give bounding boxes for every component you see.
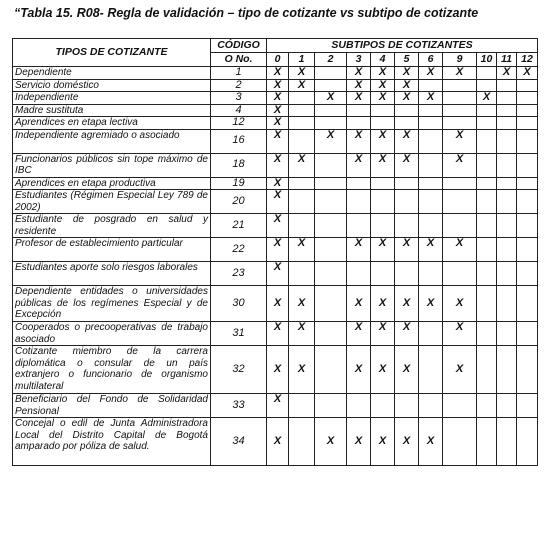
mark-cell: X (315, 418, 347, 466)
mark-cell (477, 117, 497, 130)
mark-cell (289, 214, 315, 238)
validation-table (12, 38, 538, 466)
mark-cell: X (443, 238, 477, 262)
mark-cell: X (443, 129, 477, 153)
mark-cell: X (443, 153, 477, 177)
mark-cell (419, 129, 443, 153)
mark-cell: X (347, 153, 371, 177)
tipo-cell: Estudiante de posgrado en salud y residente (13, 214, 211, 238)
table-row (13, 214, 538, 238)
subtipo-header-0: 0 (267, 53, 289, 67)
table-row (13, 346, 538, 394)
mark-cell (477, 286, 497, 322)
mark-cell (517, 346, 538, 394)
codigo-cell: 2 (211, 79, 267, 92)
mark-cell: X (267, 418, 289, 466)
mark-cell (443, 117, 477, 130)
mark-cell (315, 286, 347, 322)
mark-cell (315, 190, 347, 214)
mark-cell: X (371, 238, 395, 262)
mark-cell (477, 346, 497, 394)
mark-cell (419, 346, 443, 394)
mark-cell (517, 262, 538, 286)
mark-cell (419, 104, 443, 117)
codigo-cell: 30 (211, 286, 267, 322)
table-row (13, 262, 538, 286)
mark-cell (315, 262, 347, 286)
mark-cell: X (267, 104, 289, 117)
mark-cell (497, 214, 517, 238)
header-codigo: CÓDIGO (211, 39, 267, 53)
mark-cell (315, 238, 347, 262)
mark-cell (517, 190, 538, 214)
mark-cell: X (267, 238, 289, 262)
mark-cell (497, 79, 517, 92)
mark-cell: X (347, 418, 371, 466)
mark-cell (315, 214, 347, 238)
mark-cell: X (395, 322, 419, 346)
mark-cell (419, 190, 443, 214)
mark-cell (477, 418, 497, 466)
mark-cell (477, 79, 497, 92)
tipo-cell: Servicio doméstico (13, 79, 211, 92)
mark-cell (517, 104, 538, 117)
mark-cell: X (267, 262, 289, 286)
mark-cell (517, 177, 538, 190)
mark-cell: X (395, 238, 419, 262)
mark-cell (477, 177, 497, 190)
mark-cell (371, 117, 395, 130)
tipo-cell: Concejal o edil de Junta Administradora Local del Distrito Capital de Bogotá amparado por póliza de salud. (13, 418, 211, 466)
mark-cell: X (371, 418, 395, 466)
mark-cell: X (395, 286, 419, 322)
mark-cell (477, 67, 497, 80)
subtipo-header-6: 6 (419, 53, 443, 67)
mark-cell: X (371, 67, 395, 80)
codigo-cell: 21 (211, 214, 267, 238)
mark-cell: X (315, 129, 347, 153)
mark-cell (347, 262, 371, 286)
mark-cell: X (289, 79, 315, 92)
mark-cell: X (267, 177, 289, 190)
mark-cell (347, 190, 371, 214)
subtipo-header-10: 10 (477, 53, 497, 67)
mark-cell: X (371, 79, 395, 92)
mark-cell (315, 346, 347, 394)
mark-cell: X (267, 394, 289, 418)
mark-cell (419, 117, 443, 130)
mark-cell (315, 177, 347, 190)
mark-cell (497, 129, 517, 153)
mark-cell (395, 262, 419, 286)
tipo-cell: Aprendices en etapa productiva (13, 177, 211, 190)
mark-cell: X (371, 129, 395, 153)
mark-cell (443, 418, 477, 466)
codigo-cell: 1 (211, 67, 267, 80)
mark-cell (289, 92, 315, 105)
mark-cell (517, 394, 538, 418)
mark-cell (443, 104, 477, 117)
mark-cell (347, 104, 371, 117)
mark-cell (371, 394, 395, 418)
tipo-cell: Dependiente entidades o universidades públicas de los regímenes Especial y de Excepción (13, 286, 211, 322)
mark-cell: X (395, 92, 419, 105)
mark-cell: X (267, 153, 289, 177)
mark-cell (419, 214, 443, 238)
table-row (13, 117, 538, 130)
tipo-cell: Dependiente (13, 67, 211, 80)
tipo-cell: Madre sustituta (13, 104, 211, 117)
mark-cell (517, 79, 538, 92)
tipo-cell: Estudiantes (Régimen Especial Ley 789 de 2002) (13, 190, 211, 214)
table-row (13, 153, 538, 177)
mark-cell: X (443, 346, 477, 394)
mark-cell: X (267, 92, 289, 105)
mark-cell: X (371, 153, 395, 177)
mark-cell (289, 104, 315, 117)
mark-cell (517, 214, 538, 238)
subtipo-header-12: 12 (517, 53, 538, 67)
subtipo-header-5: 5 (395, 53, 419, 67)
mark-cell (395, 117, 419, 130)
mark-cell (289, 418, 315, 466)
mark-cell (443, 92, 477, 105)
mark-cell: X (347, 79, 371, 92)
mark-cell: X (371, 322, 395, 346)
mark-cell (477, 190, 497, 214)
mark-cell (289, 117, 315, 130)
mark-cell: X (347, 92, 371, 105)
table-row (13, 394, 538, 418)
tipo-cell: Cotizante miembro de la carrera diplomática o consular de un país extranjero o funcionario de organismo multilateral (13, 346, 211, 394)
codigo-cell: 18 (211, 153, 267, 177)
mark-cell: X (419, 418, 443, 466)
mark-cell: X (443, 322, 477, 346)
mark-cell (395, 177, 419, 190)
mark-cell: X (443, 67, 477, 80)
mark-cell (419, 153, 443, 177)
mark-cell: X (395, 67, 419, 80)
codigo-cell: 19 (211, 177, 267, 190)
mark-cell: X (419, 67, 443, 80)
subtipo-header-4: 4 (371, 53, 395, 67)
mark-cell (477, 104, 497, 117)
mark-cell: X (347, 129, 371, 153)
codigo-cell: 32 (211, 346, 267, 394)
mark-cell (347, 214, 371, 238)
mark-cell (517, 418, 538, 466)
mark-cell (371, 104, 395, 117)
mark-cell: X (267, 67, 289, 80)
header-subtipos: SUBTIPOS DE COTIZANTES (267, 39, 538, 53)
mark-cell (371, 214, 395, 238)
mark-cell (443, 394, 477, 418)
mark-cell (419, 262, 443, 286)
subtipo-header-3: 3 (347, 53, 371, 67)
mark-cell (419, 177, 443, 190)
mark-cell: X (267, 79, 289, 92)
codigo-cell: 31 (211, 322, 267, 346)
table-title: “Tabla 15. R08- Regla de validación – tipo de cotizante vs subtipo de cotizante (14, 6, 479, 20)
tipo-cell: Aprendices en etapa lectiva (13, 117, 211, 130)
mark-cell: X (289, 346, 315, 394)
mark-cell: X (347, 322, 371, 346)
codigo-cell: 20 (211, 190, 267, 214)
mark-cell (497, 190, 517, 214)
codigo-cell: 4 (211, 104, 267, 117)
mark-cell (443, 177, 477, 190)
mark-cell (289, 129, 315, 153)
mark-cell (477, 238, 497, 262)
codigo-cell: 22 (211, 238, 267, 262)
mark-cell (395, 394, 419, 418)
mark-cell: X (347, 67, 371, 80)
tipo-cell: Estudiantes aporte solo riesgos laborales (13, 262, 211, 286)
mark-cell: X (347, 238, 371, 262)
mark-cell: X (267, 286, 289, 322)
mark-cell (443, 190, 477, 214)
mark-cell (517, 117, 538, 130)
mark-cell (497, 286, 517, 322)
mark-cell: X (267, 129, 289, 153)
mark-cell (315, 104, 347, 117)
mark-cell (477, 153, 497, 177)
mark-cell (443, 214, 477, 238)
tipo-cell: Profesor de establecimiento particular (13, 238, 211, 262)
mark-cell: X (395, 79, 419, 92)
mark-cell: X (395, 153, 419, 177)
subtipo-header-1: 1 (289, 53, 315, 67)
table-row (13, 129, 538, 153)
table-row (13, 322, 538, 346)
mark-cell (497, 394, 517, 418)
mark-cell: X (419, 286, 443, 322)
mark-cell: X (419, 238, 443, 262)
mark-cell: X (395, 346, 419, 394)
mark-cell: X (289, 238, 315, 262)
mark-cell (315, 79, 347, 92)
mark-cell: X (371, 286, 395, 322)
mark-cell: X (267, 117, 289, 130)
subtipo-header-2: 2 (315, 53, 347, 67)
mark-cell (315, 394, 347, 418)
table-row (13, 177, 538, 190)
header-codigo-no: O No. (211, 53, 267, 67)
table-row (13, 92, 538, 105)
mark-cell (371, 177, 395, 190)
mark-cell (371, 262, 395, 286)
mark-cell (289, 394, 315, 418)
mark-cell (497, 92, 517, 105)
mark-cell (517, 153, 538, 177)
mark-cell (395, 104, 419, 117)
subtipo-header-9: 9 (443, 53, 477, 67)
codigo-cell: 33 (211, 394, 267, 418)
mark-cell (315, 322, 347, 346)
mark-cell (443, 79, 477, 92)
mark-cell (477, 322, 497, 346)
table-row (13, 238, 538, 262)
tipo-cell: Funcionarios públicos sin tope máximo de IBC (13, 153, 211, 177)
mark-cell: X (517, 67, 538, 80)
mark-cell (477, 262, 497, 286)
mark-cell: X (267, 346, 289, 394)
tipo-cell: Cooperados o precooperativas de trabajo asociado (13, 322, 211, 346)
mark-cell (497, 322, 517, 346)
mark-cell (517, 238, 538, 262)
mark-cell: X (371, 92, 395, 105)
mark-cell (497, 346, 517, 394)
mark-cell (497, 153, 517, 177)
tipo-cell: Beneficiario del Fondo de Solidaridad Pensional (13, 394, 211, 418)
mark-cell (315, 117, 347, 130)
mark-cell (347, 177, 371, 190)
mark-cell (497, 104, 517, 117)
mark-cell (347, 394, 371, 418)
mark-cell: X (497, 67, 517, 80)
mark-cell: X (371, 346, 395, 394)
mark-cell: X (289, 67, 315, 80)
mark-cell (477, 214, 497, 238)
mark-cell (315, 67, 347, 80)
codigo-cell: 3 (211, 92, 267, 105)
mark-cell: X (289, 286, 315, 322)
mark-cell: X (315, 92, 347, 105)
mark-cell: X (395, 129, 419, 153)
mark-cell (517, 286, 538, 322)
mark-cell (517, 92, 538, 105)
mark-cell (497, 262, 517, 286)
tipo-cell: Independiente agremiado o asociado (13, 129, 211, 153)
subtipo-header-11: 11 (497, 53, 517, 67)
codigo-cell: 12 (211, 117, 267, 130)
mark-cell (477, 394, 497, 418)
table-row (13, 418, 538, 466)
table-row (13, 286, 538, 322)
mark-cell (395, 190, 419, 214)
mark-cell (497, 418, 517, 466)
mark-cell: X (477, 92, 497, 105)
table-row (13, 190, 538, 214)
mark-cell (289, 190, 315, 214)
tipo-cell: Independiente (13, 92, 211, 105)
mark-cell (517, 129, 538, 153)
mark-cell: X (267, 322, 289, 346)
mark-cell (419, 394, 443, 418)
mark-cell: X (395, 418, 419, 466)
table-row (13, 104, 538, 117)
codigo-cell: 23 (211, 262, 267, 286)
mark-cell: X (419, 92, 443, 105)
header-tipos: TIPOS DE COTIZANTE (13, 39, 211, 67)
table-row (13, 79, 538, 92)
mark-cell: X (347, 286, 371, 322)
mark-cell: X (289, 322, 315, 346)
mark-cell (477, 129, 497, 153)
mark-cell (497, 238, 517, 262)
mark-cell (315, 153, 347, 177)
codigo-cell: 34 (211, 418, 267, 466)
mark-cell (497, 117, 517, 130)
mark-cell (419, 322, 443, 346)
mark-cell: X (347, 346, 371, 394)
mark-cell (347, 117, 371, 130)
mark-cell: X (267, 190, 289, 214)
mark-cell (517, 322, 538, 346)
mark-cell: X (289, 153, 315, 177)
mark-cell (443, 262, 477, 286)
mark-cell: X (267, 214, 289, 238)
codigo-cell: 16 (211, 129, 267, 153)
mark-cell (395, 214, 419, 238)
table-row (13, 67, 538, 80)
mark-cell (289, 262, 315, 286)
mark-cell: X (443, 286, 477, 322)
mark-cell (371, 190, 395, 214)
mark-cell (419, 79, 443, 92)
mark-cell (289, 177, 315, 190)
mark-cell (497, 177, 517, 190)
